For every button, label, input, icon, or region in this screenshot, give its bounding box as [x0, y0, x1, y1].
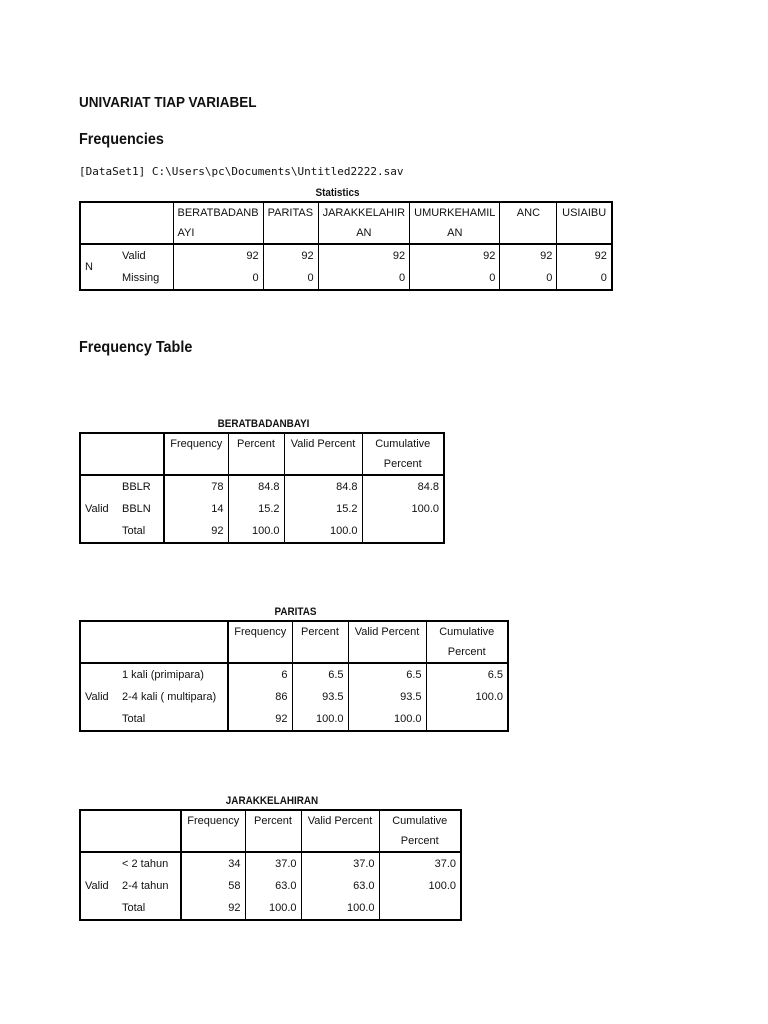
frequency-cell: 86	[228, 686, 292, 708]
frequencies-heading: Frequencies	[79, 131, 164, 148]
cumulative-percent-cell	[379, 897, 461, 920]
row-label: Total	[122, 902, 146, 914]
missing-value: 0	[557, 267, 612, 290]
table-row	[80, 663, 508, 686]
statistics-corner-cell	[80, 202, 173, 244]
valid-percent-cell: 6.5	[348, 663, 426, 686]
table-row	[80, 875, 461, 897]
paritas-table	[79, 620, 509, 732]
stat-header-usiaibu	[557, 202, 612, 244]
frequency-cell: 34	[181, 852, 245, 875]
valid-percent-cell: 37.0	[301, 852, 379, 875]
table-header-row	[80, 433, 444, 475]
row-label: BBLN	[122, 503, 151, 515]
percent-cell: 6.5	[292, 663, 348, 686]
frequency-cell: 6	[228, 663, 292, 686]
stat-header-umurkehamilan	[410, 202, 500, 244]
stat-header-beratbadanbayi	[173, 202, 263, 244]
table-row	[80, 520, 444, 543]
table-row	[80, 686, 508, 708]
table-row	[80, 475, 444, 498]
cumulative-line-2: Percent	[400, 835, 439, 847]
beratbadanbayi-table	[79, 432, 445, 544]
cumulative-line-1: Cumulative	[392, 815, 448, 827]
missing-value: 0	[318, 267, 410, 290]
percent-cell: 100.0	[245, 897, 301, 920]
header-line-2: AN	[356, 227, 372, 239]
cumulative-percent-cell: 6.5	[426, 663, 508, 686]
cumulative-percent-header	[426, 621, 508, 663]
valid-value: 92	[263, 244, 318, 267]
frequency-cell: 14	[164, 498, 228, 520]
missing-value: 0	[500, 267, 557, 290]
corner-cell	[80, 433, 164, 475]
row-label: 1 kali (primipara)	[122, 669, 204, 681]
document-title: UNIVARIAT TIAP VARIABEL	[79, 94, 257, 111]
header-line-1: ANC	[516, 207, 541, 219]
valid-value: 92	[318, 244, 410, 267]
frequency-cell: 92	[228, 708, 292, 731]
row-label: Total	[122, 525, 146, 537]
missing-value: 0	[263, 267, 318, 290]
cumulative-percent-cell	[362, 520, 444, 543]
n-label: N	[85, 261, 93, 273]
cumulative-percent-cell: 37.0	[379, 852, 461, 875]
statistics-valid-row	[80, 244, 612, 267]
frequency-header: Frequency	[164, 433, 228, 475]
percent-header: Percent	[292, 621, 348, 663]
percent-cell: 84.8	[228, 475, 284, 498]
row-label: 2-4 kali ( multipara)	[122, 691, 217, 703]
frequency-cell: 58	[181, 875, 245, 897]
corner-cell	[80, 621, 228, 663]
percent-cell: 37.0	[245, 852, 301, 875]
percent-header: Percent	[245, 810, 301, 852]
valid-label: Valid	[85, 880, 109, 892]
header-line-1: USIAIBU	[562, 207, 607, 219]
table-header-row	[80, 621, 508, 663]
percent-cell: 100.0	[228, 520, 284, 543]
table-header-row	[80, 810, 461, 852]
stat-header-jarakkelahiran	[318, 202, 410, 244]
cumulative-line-1: Cumulative	[375, 438, 431, 450]
cumulative-percent-header	[362, 433, 444, 475]
cumulative-line-1: Cumulative	[439, 626, 495, 638]
frequency-cell: 92	[164, 520, 228, 543]
header-line-1: BERATBADANB	[177, 207, 259, 219]
valid-percent-header: Valid Percent	[301, 810, 379, 852]
valid-value: 92	[173, 244, 263, 267]
cumulative-line-2: Percent	[383, 458, 422, 470]
percent-header: Percent	[228, 433, 284, 475]
row-label: 2-4 tahun	[122, 880, 169, 892]
corner-cell	[80, 810, 181, 852]
stat-header-anc	[500, 202, 557, 244]
valid-percent-cell: 100.0	[348, 708, 426, 731]
percent-cell: 63.0	[245, 875, 301, 897]
frequency-header: Frequency	[228, 621, 292, 663]
valid-label: Valid	[122, 250, 146, 262]
statistics-missing-row	[80, 267, 612, 290]
row-label: Total	[122, 713, 146, 725]
stat-header-paritas	[263, 202, 318, 244]
header-line-1: PARITAS	[267, 207, 314, 219]
frequency-cell: 92	[181, 897, 245, 920]
cumulative-percent-cell: 100.0	[426, 686, 508, 708]
row-label: BBLR	[122, 481, 151, 493]
valid-percent-cell: 93.5	[348, 686, 426, 708]
dataset-path: [DataSet1] C:\Users\pc\Documents\Untitled2222.sav	[79, 165, 404, 178]
valid-percent-cell: 63.0	[301, 875, 379, 897]
valid-value: 92	[410, 244, 500, 267]
frequency-header: Frequency	[181, 810, 245, 852]
valid-label: Valid	[85, 691, 109, 703]
valid-percent-header: Valid Percent	[284, 433, 362, 475]
missing-value: 0	[173, 267, 263, 290]
valid-percent-cell: 100.0	[284, 520, 362, 543]
percent-cell: 93.5	[292, 686, 348, 708]
cumulative-percent-cell: 84.8	[362, 475, 444, 498]
statistics-caption: Statistics	[315, 187, 360, 199]
cumulative-percent-cell: 100.0	[362, 498, 444, 520]
paritas-caption: PARITAS	[274, 606, 317, 618]
frequency-table-heading: Frequency Table	[79, 339, 193, 356]
jarakkelahiran-caption: JARAKKELAHIRAN	[225, 795, 319, 807]
header-line-2: AYI	[177, 227, 195, 239]
valid-percent-cell: 100.0	[301, 897, 379, 920]
beratbadanbayi-caption: BERATBADANBAYI	[217, 418, 310, 430]
valid-value: 92	[557, 244, 612, 267]
table-row	[80, 708, 508, 731]
missing-label: Missing	[122, 272, 160, 284]
percent-cell: 100.0	[292, 708, 348, 731]
table-row	[80, 852, 461, 875]
table-row	[80, 498, 444, 520]
percent-cell: 15.2	[228, 498, 284, 520]
cumulative-percent-cell	[426, 708, 508, 731]
header-line-2: AN	[447, 227, 463, 239]
missing-value: 0	[410, 267, 500, 290]
statistics-table	[79, 201, 613, 291]
header-line-1: UMURKEHAMIL	[414, 207, 496, 219]
cumulative-percent-cell: 100.0	[379, 875, 461, 897]
frequency-cell: 78	[164, 475, 228, 498]
valid-percent-cell: 84.8	[284, 475, 362, 498]
cumulative-line-2: Percent	[447, 646, 486, 658]
statistics-header-row	[80, 202, 612, 244]
cumulative-percent-header	[379, 810, 461, 852]
table-row	[80, 897, 461, 920]
valid-value: 92	[500, 244, 557, 267]
header-line-1: JARAKKELAHIR	[322, 207, 406, 219]
valid-label: Valid	[85, 503, 109, 515]
valid-percent-cell: 15.2	[284, 498, 362, 520]
valid-percent-header: Valid Percent	[348, 621, 426, 663]
jarakkelahiran-table	[79, 809, 462, 921]
row-label: < 2 tahun	[122, 858, 169, 870]
